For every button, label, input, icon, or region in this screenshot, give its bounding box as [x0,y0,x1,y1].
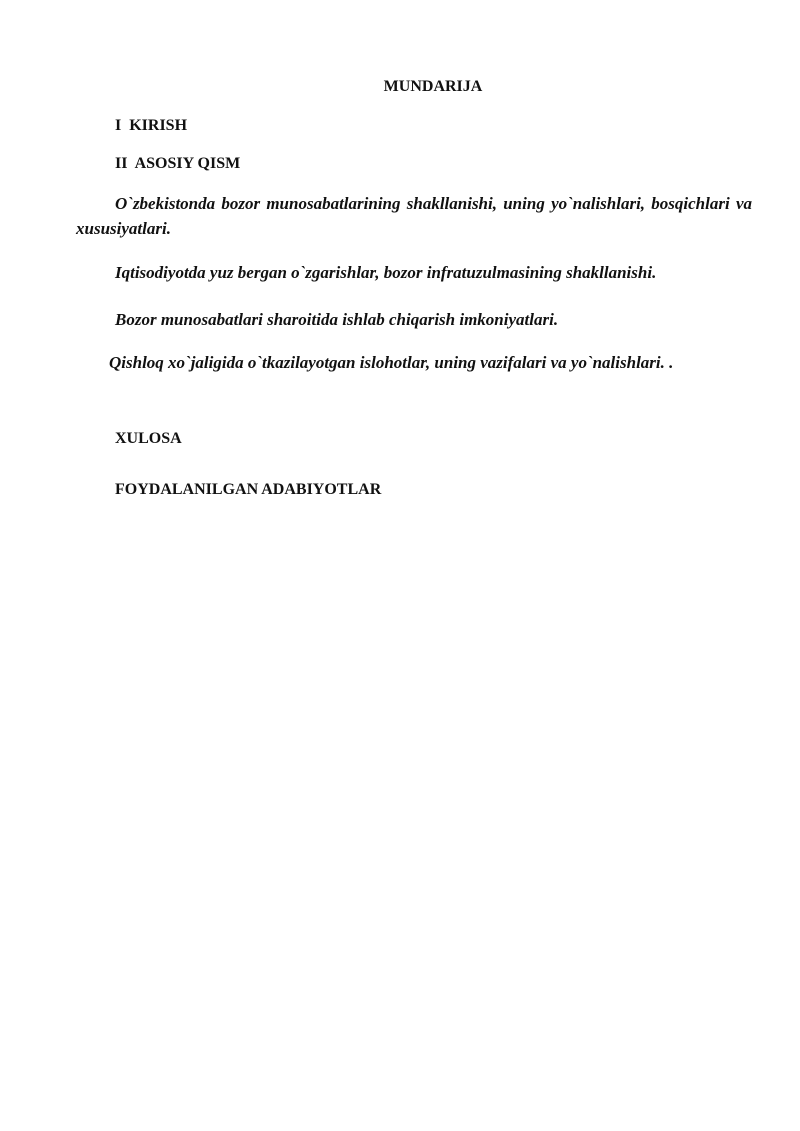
section-item-3: Bozor munosabatlari sharoitida ishlab chiqarish imkoniyatlari. [115,310,559,329]
section-item-2: Iqtisodiyotda yuz bergan o`zgarishlar, bozor infratuzulmasining shakllanishi. [115,263,657,282]
section-item-1: O`zbekistonda bozor munosabatlarining shakllanishi, uning yo`nalishlari, bosqichlari va xususiyatlari. [76,194,752,238]
main-part-heading: II ASOSIY QISM [115,155,241,172]
intro-heading: I KIRISH [115,117,188,134]
conclusion-heading: XULOSA [115,430,182,447]
page-title: MUNDARIJA [383,78,483,95]
section-item-4: Qishloq xo`jaligida o`tkazilayotgan islohotlar, uning vazifalari va yo`nalishlari. . [109,353,674,372]
references-heading: FOYDALANILGAN ADABIYOTLAR [115,481,382,498]
